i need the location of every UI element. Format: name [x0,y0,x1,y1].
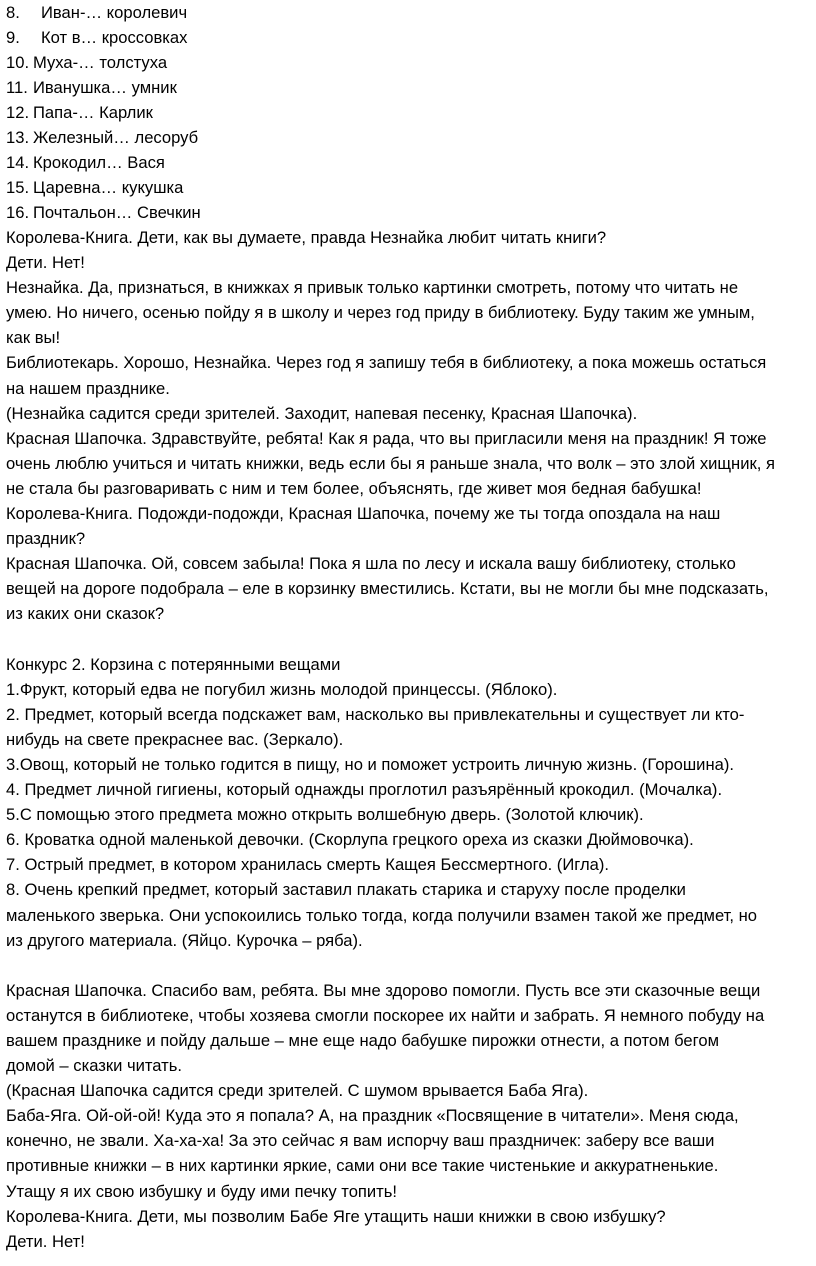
text-line: Королева-Книга. Подожди-подожди, Красная Шапочка, почему же ты тогда опоздала на наш [6,504,721,524]
list-item-number: 15. [6,178,30,197]
list-item [6,150,810,175]
list-item-number: 9. [6,28,20,47]
character-list [6,0,810,225]
list-item [6,0,810,25]
text-line: Библиотекарь. Хорошо, Незнайка. Через год я запишу тебя в библиотеку, а пока можешь остаться [6,353,767,373]
text-line: Утащу я их свою избушку и буду ими печку топить! [6,1181,398,1201]
list-item-number: 14. [6,153,30,172]
text-line: из каких они сказок? [6,604,165,624]
text-line: вашем празднике и пойду дальше – мне еще надо бабушке пирожки отнести, а потом бегом [6,1031,719,1050]
text-line: 8. Очень крепкий предмет, который заставил плакать старика и старуху после проделки [6,880,686,900]
text-line: 2. Предмет, который всегда подскажет вам, насколько вы привлекательны и существует ли кто- [6,704,745,724]
list-item-number: 13. [6,128,30,147]
list-item-text: Муха-… толстуха [33,53,168,72]
text-line: Красная Шапочка. Ой, совсем забыла! Пока я шла по лесу и искала вашу библиотеку, столько [6,554,736,574]
text-line: 7. Острый предмет, в котором хранилась смерть Кащея Бессмертного. (Игла). [6,855,609,875]
text-line: Королева-Книга. Дети, как вы думаете, правда Незнайка любит читать книги? [6,228,607,247]
text-line: нибудь на свете прекраснее вас. (Зеркало). [6,729,344,749]
text-line: не стала бы разговаривать с ним и тем более, объяснять, где живет моя бедная бабушка! [6,478,702,498]
list-item-text: Папа-… Карлик [33,103,153,122]
list-item-number: 11. [6,78,28,97]
text-line: домой – сказки читать. [6,1056,183,1076]
text-line: из другого материала. (Яйцо. Курочка – ряба). [6,930,363,950]
list-item-text: Почтальон… Свечкин [33,203,201,222]
list-item [6,75,810,100]
list-item-text: Царевна… кукушка [33,178,184,197]
blank-line [6,953,810,978]
text-line: праздник? [6,529,86,549]
text-line: Незнайка. Да, признаться, в книжках я привык только картинки смотреть, потому что читать не [6,278,739,298]
list-item-text: Иван-… королевич [41,3,188,22]
list-item-text: Кот в… кроссовках [41,28,188,47]
text-line: умею. Но ничего, осенью пойду я в школу и через год приду в библиотеку. Буду таким же умным, [6,303,755,323]
text-line: 3.Овощ, который не только годится в пищу, но и поможет устроить личную жизнь. (Горошина). [6,754,734,774]
text-line: как вы! [6,328,61,348]
list-item [6,25,810,50]
list-item-text: Железный… лесоруб [33,128,199,147]
list-item [6,100,810,125]
text-line: Дети. Нет! [6,1231,85,1251]
text-line: (Красная Шапочка садится среди зрителей. С шумом врывается Баба Яга). [6,1081,589,1101]
text-line: останутся в библиотеке, чтобы хозяева смогли поскорее их найти и забрать. Я немного побуду на [6,1005,765,1025]
list-item [6,50,810,75]
blank-line [6,627,810,652]
text-line: (Незнайка садится среди зрителей. Заходит, напевая песенку, Красная Шапочка). [6,403,638,423]
text-line: Конкурс 2. Корзина с потерянными вещами [6,654,341,674]
text-line: Красная Шапочка. Спасибо вам, ребята. Вы мне здорово помогли. Пусть все эти сказочные вещи [6,980,761,1000]
text-line: вещей на дороге подобрала – еле в корзинку вместились. Кстати, вы не могли бы мне подсказать, [6,579,769,599]
text-line: Красная Шапочка. Здравствуйте, ребята! Как я рада, что вы пригласили меня на праздник! Я тоже [6,428,767,448]
list-item-number: 12. [6,103,30,122]
list-item [6,175,810,200]
text-line: Королева-Книга. Дети, мы позволим Бабе Яге утащить наши книжки в свою избушку? [6,1206,666,1226]
document-body [6,225,810,1254]
text-line: конечно, не звали. Ха-ха-ха! За это сейчас я вам испорчу ваш праздничек: заберу все ваши [6,1131,715,1151]
text-line: маленького зверька. Они успокоились только тогда, когда получили взамен такой же предмет, но [6,905,758,925]
list-item-number: 16. [6,203,30,222]
list-item [6,200,810,225]
text-line: 4. Предмет личной гигиены, который однажды проглотил разъярённый крокодил. (Мочалка). [6,780,723,800]
text-line: 6. Кроватка одной маленькой девочки. (Скорлупа грецкого ореха из сказки Дюймовочка). [6,830,694,850]
list-item [6,125,810,150]
list-item-number: 10. [6,53,30,72]
text-line: Дети. Нет! [6,253,85,273]
text-line: 1.Фрукт, который едва не погубил жизнь молодой принцессы. (Яблоко). [6,679,558,699]
text-line: Баба-Яга. Ой-ой-ой! Куда это я попала? А, на праздник «Посвящение в читатели». Меня сюда, [6,1106,739,1126]
text-line: противные книжки – в них картинки яркие, сами они все такие чистенькие и аккуратненькие. [6,1156,719,1176]
list-item-number: 8. [6,3,20,22]
text-line: очень люблю учиться и читать книжки, ведь если бы я раньше знала, что волк – это злой хищник, я [6,453,775,473]
text-line: на нашем празднике. [6,378,170,398]
list-item-text: Иванушка… умник [33,78,177,97]
text-line: 5.С помощью этого предмета можно открыть волшебную дверь. (Золотой ключик). [6,805,644,825]
list-item-text: Крокодил… Вася [33,153,165,172]
